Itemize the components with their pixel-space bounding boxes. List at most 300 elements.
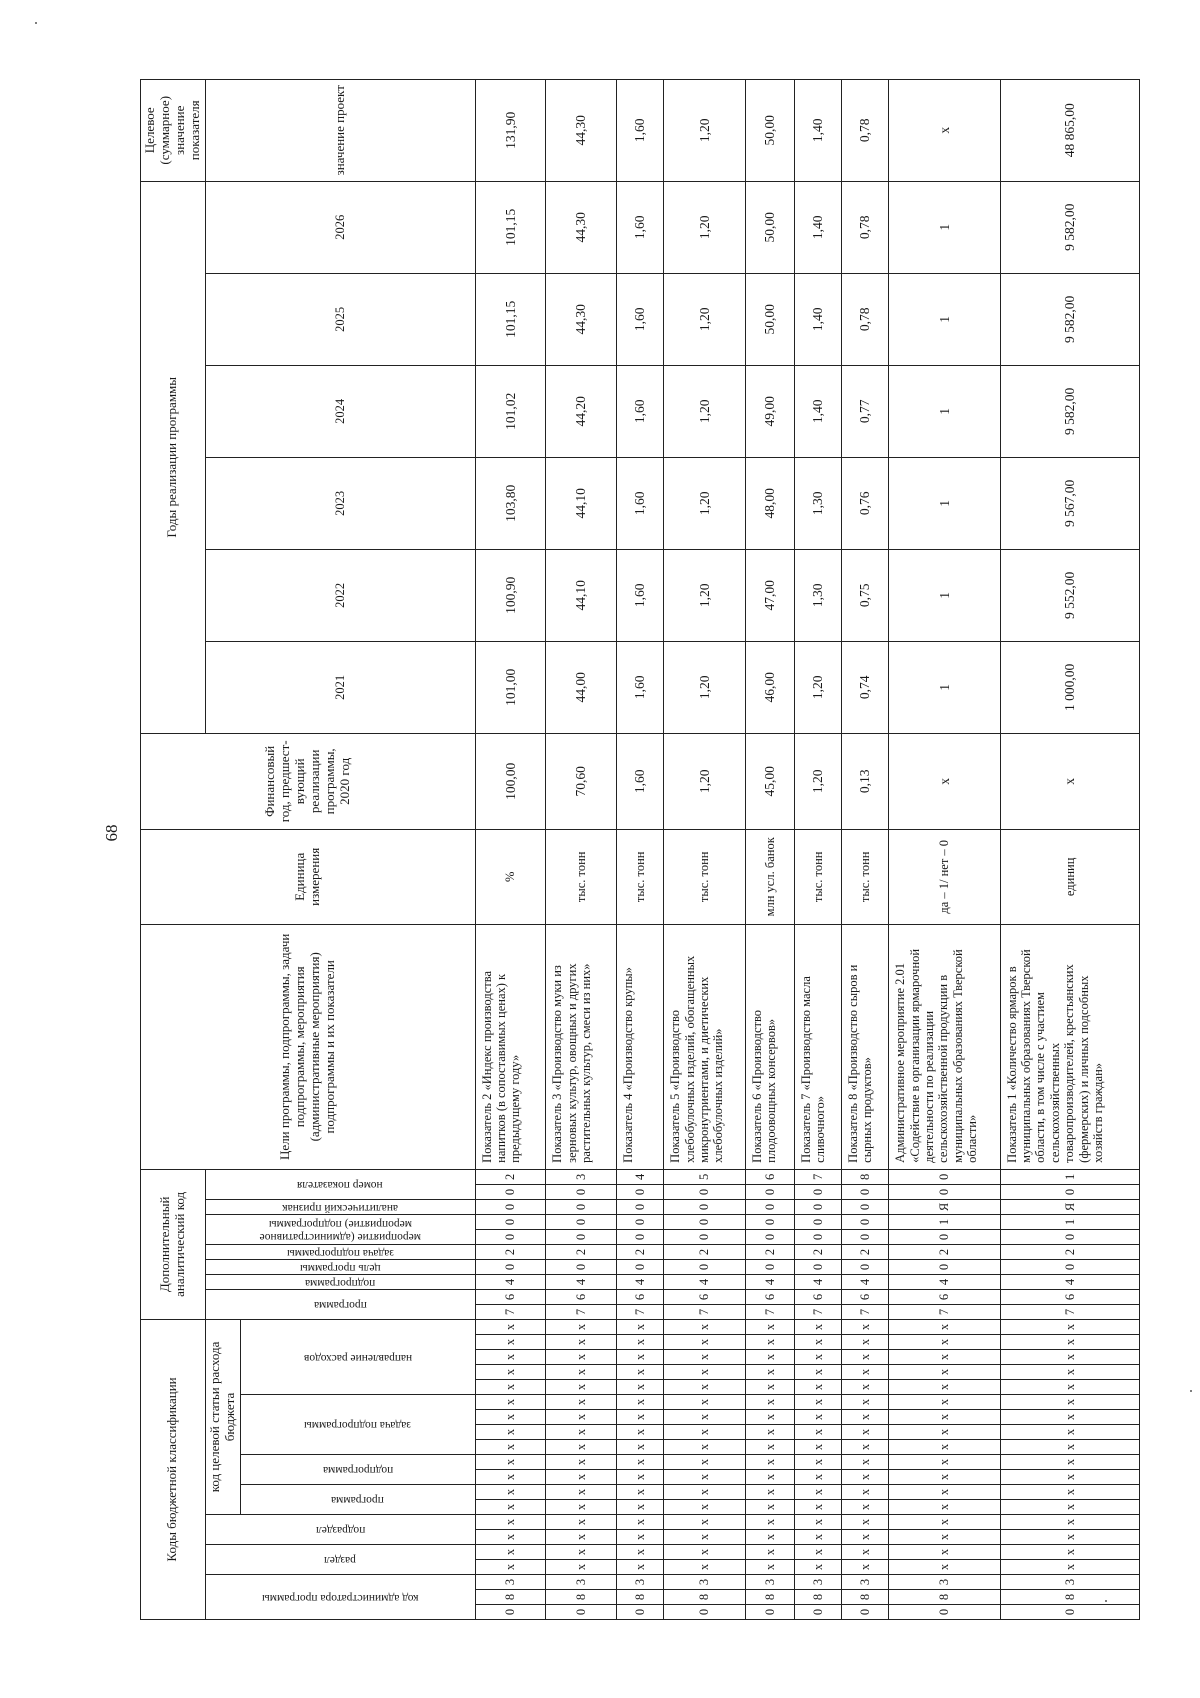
year-value-cell: 1,40 xyxy=(794,273,841,365)
target-sub-header: значение проект xyxy=(205,79,475,181)
budget-code-cell: x xyxy=(794,1410,841,1425)
analytic-code-digit: 0 xyxy=(664,1184,745,1199)
budget-code-cell: x xyxy=(1000,1440,1139,1455)
budget-code-cell: x xyxy=(794,1485,841,1500)
expense-direction-header xyxy=(240,1319,475,1394)
budget-code-cell: x xyxy=(745,1515,794,1530)
analytic-code-digit: 0 xyxy=(1000,1259,1139,1274)
analytic-code-digit: 0 xyxy=(745,1199,794,1214)
analytic-code-digit: 0 xyxy=(794,1259,841,1274)
expense-direction-label: направление расходов xyxy=(303,1351,412,1364)
year-value-cell: 1,20 xyxy=(664,549,745,641)
budget-code-cell: x xyxy=(889,1380,1000,1395)
budget-code-cell: x xyxy=(1000,1500,1139,1515)
admin-code-digit: 3 xyxy=(842,1575,889,1590)
budget-code-cell: x xyxy=(546,1319,617,1334)
budget-code-cell: x xyxy=(889,1455,1000,1470)
year-value-cell: 101,02 xyxy=(475,365,546,457)
year-value-cell: 0,76 xyxy=(842,457,889,549)
an-indicator-header xyxy=(205,1169,475,1199)
budget-code-cell: x xyxy=(1000,1319,1139,1334)
year-value-cell: 44,00 xyxy=(546,641,617,733)
budget-code-cell: x xyxy=(842,1440,889,1455)
budget-code-cell: x xyxy=(475,1470,546,1485)
year-value-cell: 1,40 xyxy=(794,181,841,273)
budget-code-cell: x xyxy=(546,1335,617,1350)
year-value-cell: 1,30 xyxy=(794,457,841,549)
year-value-cell: 1,20 xyxy=(794,641,841,733)
analytic-code-digit: 0 xyxy=(664,1214,745,1229)
budget-code-cell: x xyxy=(745,1350,794,1365)
analytic-code-digit: 2 xyxy=(617,1244,664,1259)
budget-code-cell: x xyxy=(794,1380,841,1395)
budget-code-cell: x xyxy=(617,1319,664,1334)
analytic-code-digit: 0 xyxy=(842,1259,889,1274)
budget-code-cell: x xyxy=(842,1350,889,1365)
budget-code-cell: x xyxy=(745,1500,794,1515)
year-value-cell: 1 xyxy=(889,457,1000,549)
analytic-code-digit: 7 xyxy=(794,1169,841,1184)
analytic-code-digit: 0 xyxy=(475,1199,546,1214)
budget-code-cell: x xyxy=(475,1319,546,1334)
year-value-cell: 47,00 xyxy=(745,549,794,641)
budget-code-cell: x xyxy=(889,1470,1000,1485)
budget-code-cell: x xyxy=(617,1545,664,1560)
budget-code-cell: x xyxy=(475,1380,546,1395)
budget-code-cell: x xyxy=(889,1530,1000,1545)
budget-code-cell: x xyxy=(546,1545,617,1560)
budget-code-cell: x xyxy=(617,1335,664,1350)
analytic-code-digit: 0 xyxy=(617,1199,664,1214)
year-value-cell: 1,40 xyxy=(794,365,841,457)
admin-code-digit: 3 xyxy=(889,1575,1000,1590)
analytic-code-digit: 7 xyxy=(842,1304,889,1319)
budget-code-cell: x xyxy=(842,1530,889,1545)
budget-code-cell: x xyxy=(475,1440,546,1455)
admin-code-digit: 0 xyxy=(745,1605,794,1620)
analytic-code-digit: 4 xyxy=(745,1274,794,1289)
target-value-cell: x xyxy=(889,79,1000,181)
budget-code-cell: x xyxy=(475,1530,546,1545)
year-value-cell: 9 582,00 xyxy=(1000,181,1139,273)
budget-code-cell: x xyxy=(617,1455,664,1470)
admin-code-digit: 3 xyxy=(745,1575,794,1590)
budget-code-cell: x xyxy=(745,1319,794,1334)
base-value-cell: 1,60 xyxy=(617,733,664,829)
scan-speck xyxy=(35,22,37,24)
an-goal-header xyxy=(205,1259,475,1274)
budget-code-cell: x xyxy=(889,1319,1000,1334)
indicator-name: Показатель 5 «Производство хлебобулочных изделий, обогащенных микронутриентами, и диетических хлебобулочных изделий» xyxy=(664,924,745,1169)
year-value-cell: 50,00 xyxy=(745,181,794,273)
budget-code-cell: x xyxy=(745,1560,794,1575)
year-value-cell: 1,60 xyxy=(617,641,664,733)
base-value-cell: x xyxy=(1000,733,1139,829)
unit-header: Единица измерения xyxy=(141,829,476,924)
analytic-code-digit: 0 xyxy=(745,1184,794,1199)
year-value-cell: 9 567,00 xyxy=(1000,457,1139,549)
indicator-name: Показатель 4 «Производство крупы» xyxy=(617,924,664,1169)
budget-code-cell: x xyxy=(889,1560,1000,1575)
year-value-cell: 101,15 xyxy=(475,181,546,273)
analytic-code-digit: 1 xyxy=(889,1214,1000,1229)
analytic-code-digit: 0 xyxy=(794,1229,841,1244)
year-value-cell: 44,10 xyxy=(546,457,617,549)
admin-code-digit: 8 xyxy=(617,1590,664,1605)
year-value-cell: 1,60 xyxy=(617,365,664,457)
budget-code-cell: x xyxy=(794,1440,841,1455)
year-value-cell: 44,30 xyxy=(546,273,617,365)
analytic-code-digit: 4 xyxy=(794,1274,841,1289)
budget-code-cell: x xyxy=(889,1485,1000,1500)
budget-code-cell: x xyxy=(794,1335,841,1350)
budget-code-cell: x xyxy=(1000,1350,1139,1365)
budget-code-cell: x xyxy=(794,1395,841,1410)
budget-code-cell: x xyxy=(546,1560,617,1575)
analytic-code-digit: 0 xyxy=(475,1184,546,1199)
year-value-cell: 1,20 xyxy=(664,641,745,733)
analytic-code-digit: 4 xyxy=(617,1274,664,1289)
section-header xyxy=(205,1545,475,1575)
budget-code-cell: x xyxy=(664,1485,745,1500)
analytic-code-digit: 0 xyxy=(617,1259,664,1274)
unit-cell: тыс. тонн xyxy=(617,829,664,924)
budget-code-cell: x xyxy=(617,1395,664,1410)
year-value-cell: 50,00 xyxy=(745,273,794,365)
budget-code-cell: x xyxy=(546,1365,617,1380)
year-value-cell: 1,30 xyxy=(794,549,841,641)
budget-code-cell: x xyxy=(617,1350,664,1365)
admin-code-digit: 8 xyxy=(794,1590,841,1605)
year-value-cell: 101,15 xyxy=(475,273,546,365)
analytic-code-digit: 1 xyxy=(1000,1169,1139,1184)
year-value-cell: 1,20 xyxy=(664,365,745,457)
year-value-cell: 0,75 xyxy=(842,549,889,641)
budget-code-cell: x xyxy=(842,1545,889,1560)
analytic-code-digit: 0 xyxy=(475,1214,546,1229)
budget-code-cell: x xyxy=(546,1425,617,1440)
analytic-code-digit: 7 xyxy=(617,1304,664,1319)
analytic-code-digit: 0 xyxy=(546,1214,617,1229)
budget-code-cell: x xyxy=(842,1560,889,1575)
an-measure-header xyxy=(205,1214,475,1244)
budget-code-cell: x xyxy=(794,1455,841,1470)
admin-code-digit: 0 xyxy=(546,1605,617,1620)
target-value-cell: 50,00 xyxy=(745,79,794,181)
budget-code-cell: x xyxy=(842,1455,889,1470)
budget-code-cell: x xyxy=(889,1515,1000,1530)
base-value-cell: 0,13 xyxy=(842,733,889,829)
base-year-header: Финансовый год, предшест-вующий реализации программы, 2020 год xyxy=(141,733,476,829)
year-value-cell: 0,78 xyxy=(842,181,889,273)
year-value-cell: 1,60 xyxy=(617,457,664,549)
budget-code-cell: x xyxy=(664,1560,745,1575)
budget-code-cell: x xyxy=(664,1455,745,1470)
budget-code-cell: x xyxy=(1000,1395,1139,1410)
analytic-code-digit: 0 xyxy=(617,1214,664,1229)
budget-code-cell: x xyxy=(546,1350,617,1365)
analytic-code-digit: 0 xyxy=(889,1229,1000,1244)
budget-code-cell: x xyxy=(889,1395,1000,1410)
analytic-code-digit: 0 xyxy=(546,1199,617,1214)
budget-code-cell: x xyxy=(664,1515,745,1530)
admin-code-digit: 8 xyxy=(475,1590,546,1605)
base-value-cell: 100,00 xyxy=(475,733,546,829)
budget-code-cell: x xyxy=(794,1530,841,1545)
program-code-label: программа xyxy=(331,1494,385,1507)
year-value-cell: 1,20 xyxy=(664,457,745,549)
indicator-name: Показатель 6 «Производство плодоовощных консервов» xyxy=(745,924,794,1169)
unit-cell: тыс. тонн xyxy=(664,829,745,924)
year-value-cell: 44,10 xyxy=(546,549,617,641)
analytic-code-digit: 6 xyxy=(617,1289,664,1304)
budget-code-cell: x xyxy=(617,1560,664,1575)
budget-code-cell: x xyxy=(617,1410,664,1425)
analytic-code-digit: 2 xyxy=(842,1244,889,1259)
year-value-cell: 1,20 xyxy=(664,181,745,273)
budget-code-cell: x xyxy=(842,1515,889,1530)
admin-code-digit: 3 xyxy=(794,1575,841,1590)
analytic-code-digit: 7 xyxy=(475,1304,546,1319)
unit-cell: % xyxy=(475,829,546,924)
year-2023-header: 2023 xyxy=(205,457,475,549)
budget-code-cell: x xyxy=(842,1485,889,1500)
budget-code-cell: x xyxy=(794,1425,841,1440)
year-value-cell: 9 582,00 xyxy=(1000,365,1139,457)
an-program-label: программа xyxy=(313,1299,367,1312)
budget-code-cell: x xyxy=(617,1470,664,1485)
year-value-cell: 100,90 xyxy=(475,549,546,641)
admin-code-digit: 3 xyxy=(617,1575,664,1590)
budget-code-cell: x xyxy=(475,1365,546,1380)
budget-code-cell: x xyxy=(475,1350,546,1365)
analytic-code-digit: 2 xyxy=(546,1244,617,1259)
analytic-code-digit: Я xyxy=(889,1199,1000,1214)
budget-code-cell: x xyxy=(794,1545,841,1560)
analytic-code-digit: 6 xyxy=(889,1289,1000,1304)
table-row xyxy=(546,79,617,1619)
budget-code-cell: x xyxy=(1000,1560,1139,1575)
analytic-code-digit: 0 xyxy=(842,1184,889,1199)
budget-code-cell: x xyxy=(1000,1410,1139,1425)
analytic-code-digit: 6 xyxy=(546,1289,617,1304)
year-2025-header: 2025 xyxy=(205,273,475,365)
admin-code-digit: 3 xyxy=(664,1575,745,1590)
budget-code-cell: x xyxy=(745,1440,794,1455)
year-value-cell: 1 xyxy=(889,641,1000,733)
analytic-code-digit: Я xyxy=(1000,1199,1139,1214)
budget-code-cell: x xyxy=(889,1365,1000,1380)
budget-code-cell: x xyxy=(475,1500,546,1515)
analytic-code-digit: 7 xyxy=(1000,1304,1139,1319)
budget-code-cell: x xyxy=(1000,1335,1139,1350)
budget-code-cell: x xyxy=(664,1425,745,1440)
analytic-code-digit: 0 xyxy=(617,1229,664,1244)
an-program-header xyxy=(205,1289,475,1319)
budget-code-cell: x xyxy=(745,1485,794,1500)
budget-code-cell: x xyxy=(546,1515,617,1530)
target-code-header: код целевой статьи расхода бюджета xyxy=(205,1319,240,1514)
year-value-cell: 1 000,00 xyxy=(1000,641,1139,733)
budget-codes-header: Коды бюджетной классификации xyxy=(141,1319,206,1619)
budget-code-cell: x xyxy=(1000,1530,1139,1545)
analytic-code-digit: 0 xyxy=(745,1214,794,1229)
budget-code-cell: x xyxy=(546,1380,617,1395)
analytic-code-digit: 6 xyxy=(842,1289,889,1304)
budget-code-cell: x xyxy=(842,1410,889,1425)
budget-code-cell: x xyxy=(475,1515,546,1530)
analytic-code-digit: 4 xyxy=(842,1274,889,1289)
budget-code-cell: x xyxy=(546,1410,617,1425)
unit-cell: тыс. тонн xyxy=(546,829,617,924)
year-value-cell: 1,60 xyxy=(617,273,664,365)
year-2026-header: 2026 xyxy=(205,181,475,273)
analytic-code-digit: 0 xyxy=(546,1184,617,1199)
budget-code-cell: x xyxy=(1000,1515,1139,1530)
an-subprogram-header xyxy=(205,1274,475,1289)
base-value-cell: 70,60 xyxy=(546,733,617,829)
budget-code-cell: x xyxy=(617,1530,664,1545)
year-value-cell: 1,60 xyxy=(617,181,664,273)
analytic-code-digit: 2 xyxy=(794,1244,841,1259)
subprogram-task-code-label: задача подпрограммы xyxy=(304,1419,412,1432)
analytic-code-digit: 2 xyxy=(889,1244,1000,1259)
unit-cell: тыс. тонн xyxy=(842,829,889,924)
budget-code-cell: x xyxy=(475,1410,546,1425)
table-row xyxy=(1000,79,1139,1619)
budget-code-cell: x xyxy=(889,1500,1000,1515)
base-value-cell: 1,20 xyxy=(664,733,745,829)
analytic-code-digit: 0 xyxy=(842,1199,889,1214)
budget-code-cell: x xyxy=(745,1380,794,1395)
budget-code-cell: x xyxy=(475,1335,546,1350)
analytic-code-digit: 4 xyxy=(889,1274,1000,1289)
target-value-cell: 1,40 xyxy=(794,79,841,181)
analytic-code-digit: 7 xyxy=(745,1304,794,1319)
budget-code-cell: x xyxy=(842,1425,889,1440)
analytic-code-digit: 3 xyxy=(546,1169,617,1184)
year-value-cell: 0,77 xyxy=(842,365,889,457)
admin-code-digit: 0 xyxy=(1000,1605,1139,1620)
analytic-code-digit: 4 xyxy=(617,1169,664,1184)
budget-code-cell: x xyxy=(1000,1425,1139,1440)
budget-code-cell: x xyxy=(745,1365,794,1380)
an-measure-label: мероприятие (административное мероприятие) подпрограммы xyxy=(259,1217,421,1243)
target-value-cell: 0,78 xyxy=(842,79,889,181)
admin-code-digit: 0 xyxy=(842,1605,889,1620)
budget-code-cell: x xyxy=(546,1470,617,1485)
analytic-code-digit: 0 xyxy=(1000,1229,1139,1244)
table-row xyxy=(794,79,841,1619)
unit-cell: единиц xyxy=(1000,829,1139,924)
base-value-cell: 45,00 xyxy=(745,733,794,829)
scan-speck xyxy=(1190,1390,1192,1392)
analytic-code-digit: 5 xyxy=(664,1169,745,1184)
analytic-code-digit: 4 xyxy=(475,1274,546,1289)
budget-code-cell: x xyxy=(1000,1380,1139,1395)
budget-code-cell: x xyxy=(745,1335,794,1350)
analytic-code-digit: 6 xyxy=(794,1289,841,1304)
budget-code-cell: x xyxy=(745,1395,794,1410)
budget-code-cell: x xyxy=(889,1350,1000,1365)
budget-code-cell: x xyxy=(1000,1455,1139,1470)
analytic-code-digit: 6 xyxy=(1000,1289,1139,1304)
budget-code-cell: x xyxy=(664,1395,745,1410)
year-value-cell: 0,74 xyxy=(842,641,889,733)
page-number: 68 xyxy=(102,824,121,842)
target-value-cell: 131,90 xyxy=(475,79,546,181)
analytic-code-digit: 2 xyxy=(475,1169,546,1184)
budget-code-cell: x xyxy=(475,1560,546,1575)
year-value-cell: 1 xyxy=(889,273,1000,365)
target-group-header: Целевое (суммарное) значение показателя xyxy=(141,79,206,181)
budget-code-cell: x xyxy=(546,1500,617,1515)
admin-code-label: код администратора программы xyxy=(261,1591,419,1604)
analytic-code-digit: 0 xyxy=(664,1259,745,1274)
target-value-cell: 44,30 xyxy=(546,79,617,181)
analytic-code-digit: 0 xyxy=(664,1229,745,1244)
analytic-code-digit: 0 xyxy=(546,1259,617,1274)
admin-code-digit: 3 xyxy=(1000,1575,1139,1590)
unit-cell: тыс. тонн xyxy=(794,829,841,924)
unit-cell: да – 1/ нет – 0 xyxy=(889,829,1000,924)
analytic-code-digit: 0 xyxy=(475,1229,546,1244)
year-value-cell: 46,00 xyxy=(745,641,794,733)
subsection-label: подраздел xyxy=(315,1524,365,1537)
budget-code-cell: x xyxy=(745,1530,794,1545)
program-code-header xyxy=(240,1485,475,1515)
analytic-code-digit: 4 xyxy=(546,1274,617,1289)
budget-code-cell: x xyxy=(475,1425,546,1440)
analytic-code-digit: 0 xyxy=(794,1184,841,1199)
analytic-code-digit: 0 xyxy=(794,1199,841,1214)
budget-code-cell: x xyxy=(617,1500,664,1515)
unit-cell: млн усл. банок xyxy=(745,829,794,924)
year-value-cell: 49,00 xyxy=(745,365,794,457)
budget-code-cell: x xyxy=(842,1470,889,1485)
table-row xyxy=(745,79,794,1619)
table-body xyxy=(475,79,1139,1619)
analytic-code-header: Дополнительный аналитический код xyxy=(141,1169,206,1319)
indicator-name: Показатель 7 «Производство масла сливочного» xyxy=(794,924,841,1169)
an-sign-label: аналитический признак xyxy=(282,1201,399,1214)
admin-code-digit: 8 xyxy=(889,1590,1000,1605)
analytic-code-digit: 2 xyxy=(475,1244,546,1259)
subprogram-task-code-header xyxy=(240,1395,475,1455)
budget-code-cell: x xyxy=(842,1319,889,1334)
year-value-cell: 1 xyxy=(889,181,1000,273)
budget-code-cell: x xyxy=(664,1440,745,1455)
budget-code-cell: x xyxy=(664,1500,745,1515)
analytic-code-digit: 8 xyxy=(842,1169,889,1184)
admin-code-digit: 8 xyxy=(664,1590,745,1605)
analytic-code-digit: 0 xyxy=(475,1259,546,1274)
year-value-cell: 48,00 xyxy=(745,457,794,549)
budget-code-cell: x xyxy=(745,1545,794,1560)
subsection-header xyxy=(205,1515,475,1545)
an-indicator-label: номер показателя xyxy=(297,1179,383,1191)
admin-code-digit: 8 xyxy=(1000,1590,1139,1605)
subprogram-code-header xyxy=(240,1455,475,1485)
budget-code-cell: x xyxy=(475,1485,546,1500)
budget-code-cell: x xyxy=(745,1455,794,1470)
budget-code-cell: x xyxy=(889,1545,1000,1560)
budget-code-cell: x xyxy=(794,1470,841,1485)
admin-code-digit: 0 xyxy=(889,1605,1000,1620)
year-2024-header: 2024 xyxy=(205,365,475,457)
section-label: раздел xyxy=(324,1554,357,1567)
an-subprogram-label: подпрограмма xyxy=(305,1276,376,1289)
